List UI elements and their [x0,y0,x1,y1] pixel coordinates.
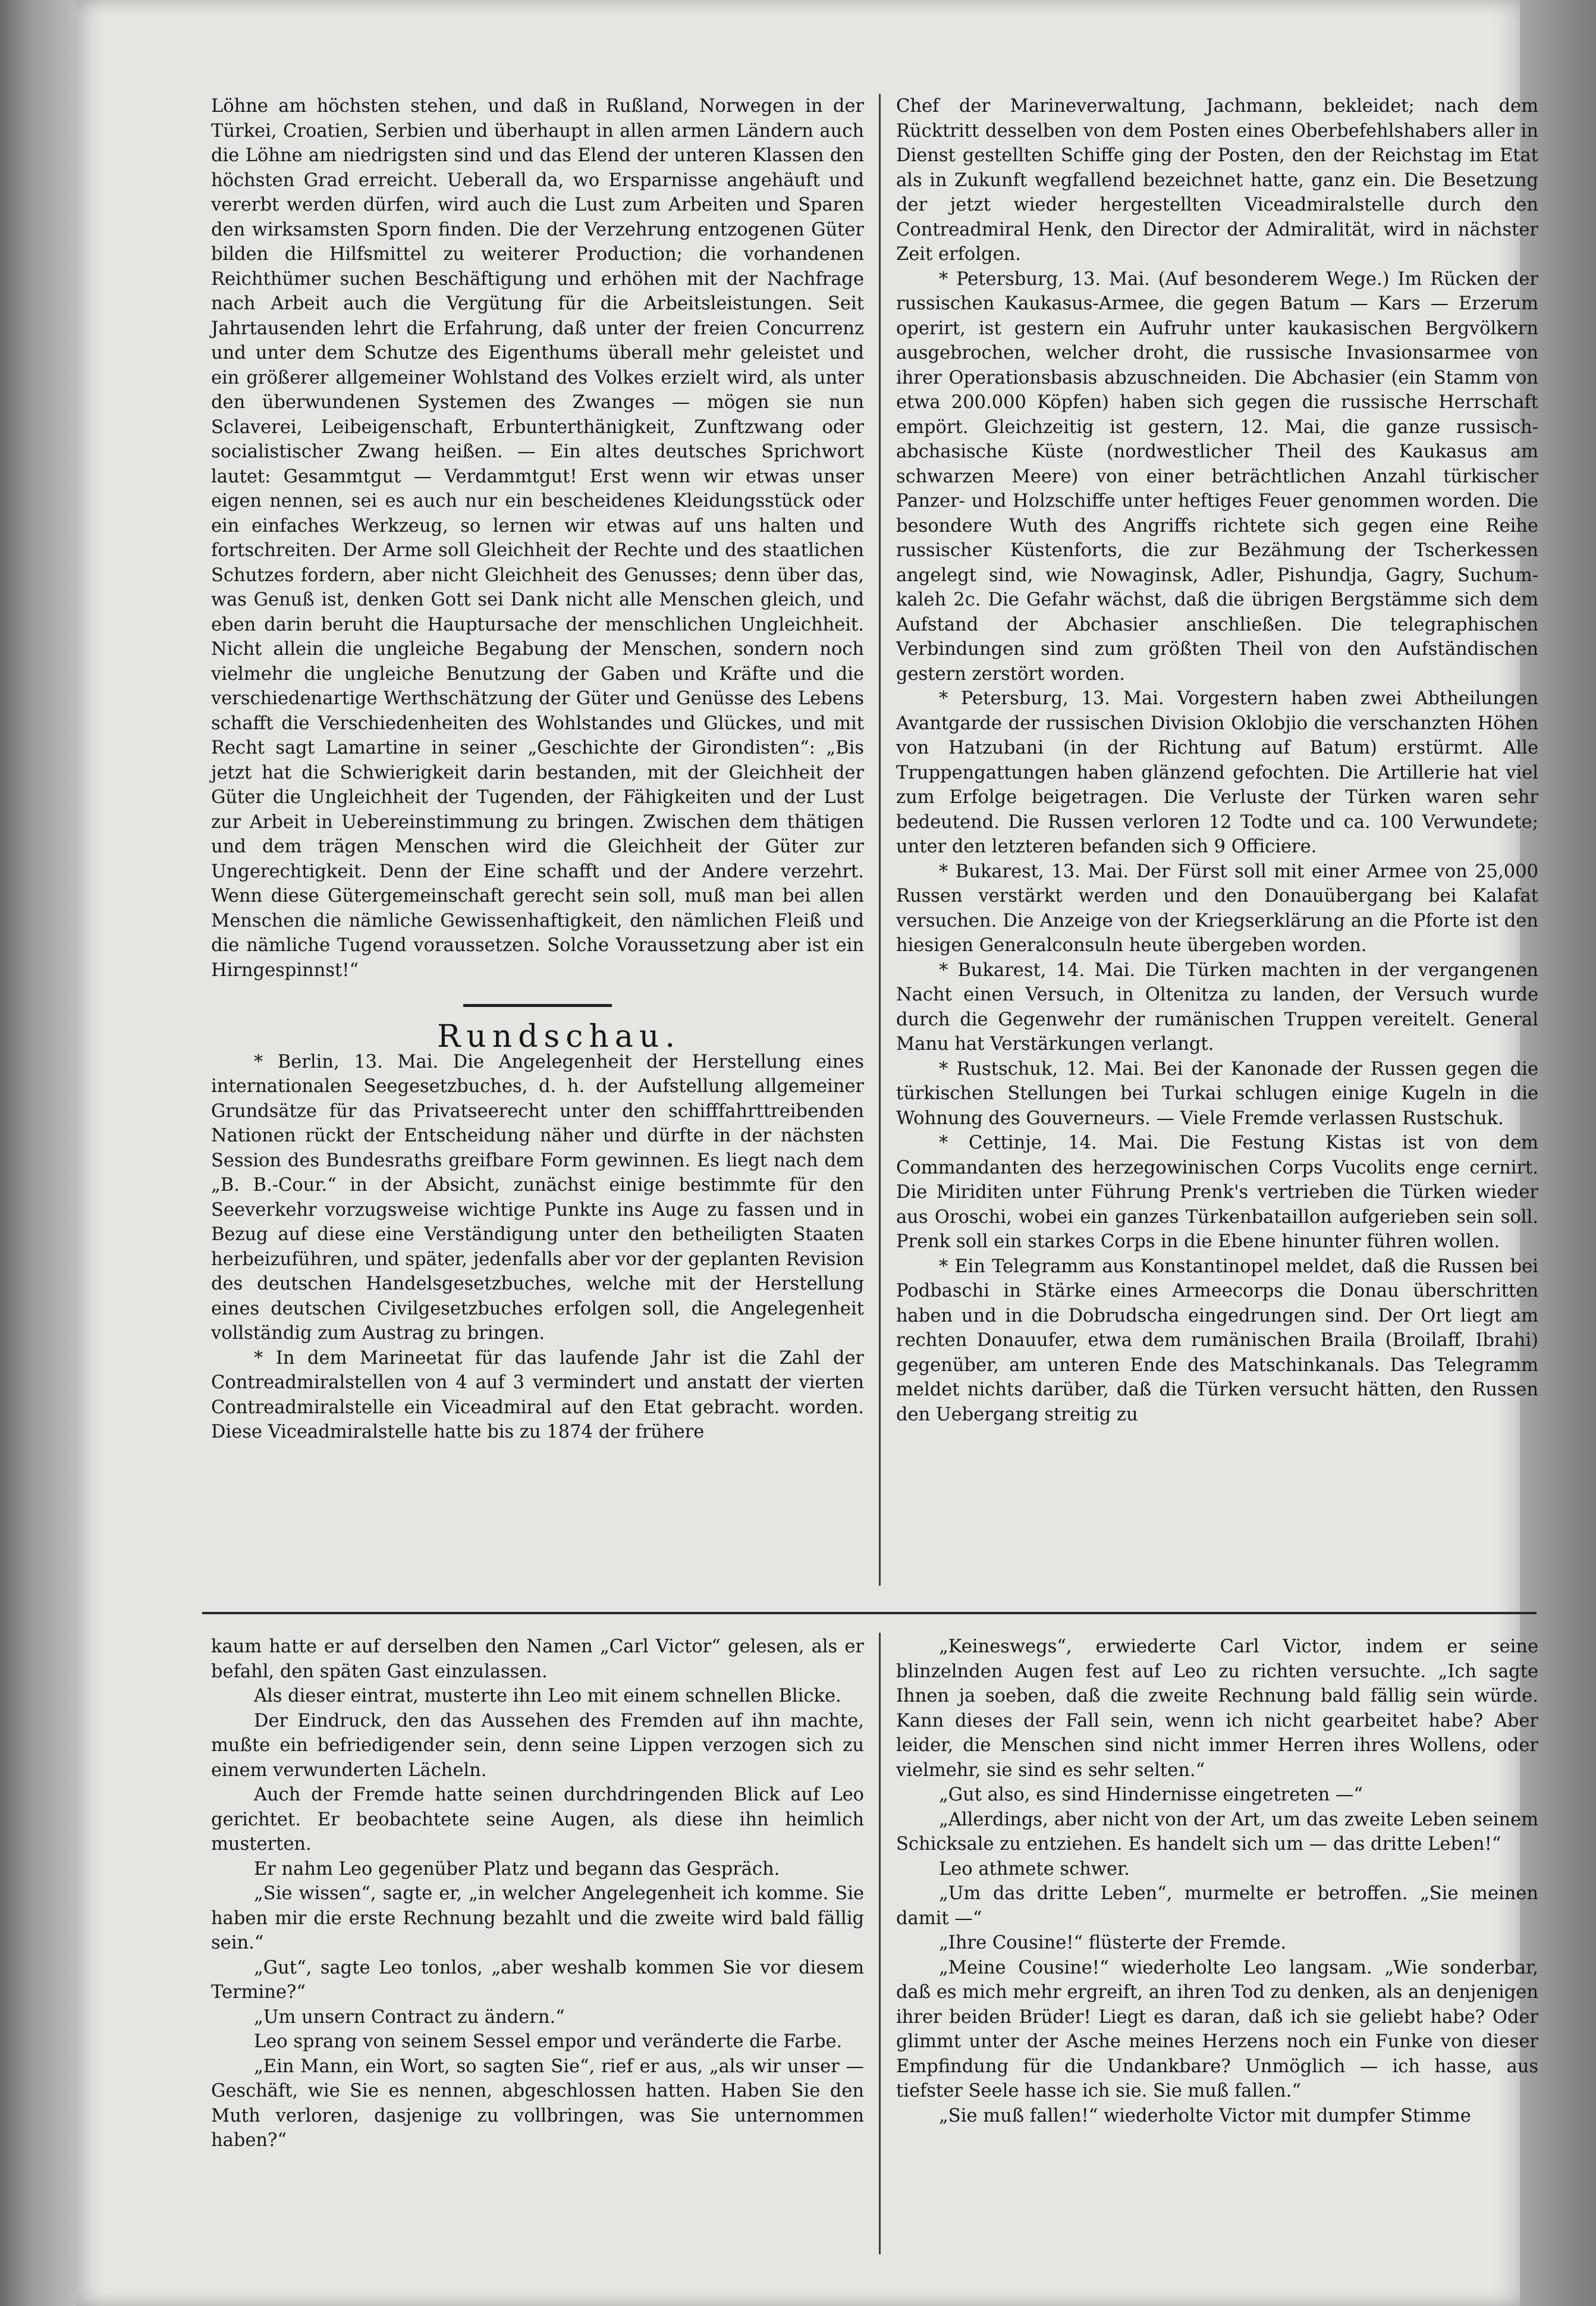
section-divider [463,1004,612,1007]
story-paragraph: „Sie wissen“, sagte er, „in welcher Angelegenheit ich komme. Sie haben mir die erste Rechnung bezahlt und die zweite wird bald fällig sein.“ [211,1883,864,1953]
story-paragraph: „Gut“, sagte Leo tonlos, „aber weshalb kommen Sie vor diesem Termine?“ [211,1957,864,2003]
story-paragraph: kaum hatte er auf derselben den Namen „Carl Victor“ gelesen, als er befahl, den späten Gast einzulassen. [211,1636,864,1682]
news-item-marineetat: * In dem Marineetat für das laufende Jahr ist die Zahl der Contreadmiralstellen von 4 auf 3 vermindert und anstatt der vierten Contreadmiralstelle ein Viceadmiral auf den Etat gebracht. worden. Diese Viceadmiralstelle hatte bis zu 1874 der frühere [211,1347,864,1442]
news-item-petersburg-2: * Petersburg, 13. Mai. Vorgestern haben zwei Abtheilungen Avantgarde der russischen Division Oklobjio die verschanzten Höhen von Hatzubani (in der Richtung auf Batum) erstürmt. Alle Truppengattungen haben glänzend gefochten. Die Artillerie hat viel zum Erfolge beigetragen. Die Verluste der Türken waren sehr bedeutend. Die Russen verloren 12 Todte und ca. 100 Verwundete; unter den letzteren befanden sich 9 Officiere. [896,688,1538,857]
column-divider-top [879,94,881,1586]
story-paragraph: Der Eindruck, den das Aussehen des Fremden auf ihn machte, mußte ein befriedigender sein, denn seine Lippen verzogen sich zu einem verwunderten Lächeln. [211,1710,864,1781]
article-text: Löhne am höchsten stehen, und daß in Rußland, Norwegen in der Türkei, Croatien, Serbien und überhaupt in allen armen Ländern auch die Löhne am niedrigsten sind und das Elend der unteren Klassen den höchsten Grad erreicht. Ueberall da, wo Ersparnisse angehäuft und vererbt werden dürfen, wird auch die Lust zum Arbeiten und Sparen den wirksamsten Sporn finden. Die der Verzehrung entzogenen Güter bilden die Hilfsmittel zu weiterer Production; die vorhandenen Reichthümer suchen Beschäftigung und erhöhen mit der Nachfrage nach Arbeit auch die Vergütung für die Arbeitsleistungen. Seit Jahrtausenden lehrt die Erfahrung, daß unter der freien Concurrenz und unter dem Schutze des Eigenthums überall mehr geleistet und ein größerer allgemeiner Wohlstand des Volkes erzielt wird, als unter den überwundenen Systemen des Zwanges — mögen sie nun Sclaverei, Leibeigenschaft, Erbunterthänigkeit, Zunftzwang oder socialistischer Zwang heißen. — Ein altes deutsches Sprichwort lautet: Gesammtgut — Verdammtgut! Erst wenn wir etwas unser eigen nennen, sei es auch nur ein bescheidenes Kleidungsstück oder ein einfaches Werkzeug, so lernen wir etwas auf uns halten und fortschreiten. Der Arme soll Gleichheit der Rechte und des staatlichen Schutzes fordern, aber nicht Gleichheit des Genusses; denn über das, was Genuß ist, denken Gott sei Dank nicht alle Menschen gleich, und eben darin beruht die Hauptursache der menschlichen Ungleichheit. Nicht allein die ungleiche Begabung der Menschen, sondern noch vielmehr die ungleiche Benutzung der Gaben und Kräfte und die verschiedenartige Werthschätzung der Güter und Genüsse des Lebens schafft die Verschiedenheiten des Wohlstandes und Glückes, und mit Recht sagt Lamartine in seiner „Geschichte der Girondisten“: „Bis jetzt hat die Schwierigkeit darin bestanden, mit der Gleichheit der Güter die Ungleichheit der Tugenden, der Fähigkeiten und der Lust zur Arbeit in Uebereinstimmung zu bringen. Zwischen dem thätigen und dem trägen Menschen wird die Gleichheit der Güter zur Ungerechtigkeit. Denn der Eine schafft und der Andere verzehrt. Wenn diese Gütergemeinschaft gerecht sein soll, muß man bei allen Menschen die nämliche Gewissenhaftigkeit, den nämlichen Fleiß und die nämliche Tugend voraussetzen. Solche Voraussetzung aber ist ein Hirngespinnst!“ [211,96,864,981]
story-paragraph: „Um unsern Contract zu ändern.“ [254,2006,565,2028]
column-divider-bottom [879,1633,881,2254]
news-item-marine-continued: Chef der Marineverwaltung, Jachmann, bekleidet; nach dem Rücktritt desselben von dem Posten eines Oberbefehlshabers aller in Dienst gestellten Schiffe ging der Posten, den der Reichstag im Etat als in Zukunft wegfallend bezeichnet hatte, ganz ein. Die Besetzung der jetzt wieder hergestellten Viceadmiralstelle durch den Contreadmiral Henk, den Director der Admiralität, wird in nächster Zeit erfolgen. [896,96,1538,265]
news-item-rustschuk: * Rustschuk, 12. Mai. Bei der Kanonade der Russen gegen die türkischen Stellungen bei Turkai schlugen einige Kugeln in die Wohnung des Gouverneurs. — Viele Fremde verlassen Rustschuk. [896,1058,1538,1129]
news-item-bukarest-2: * Bukarest, 14. Mai. Die Türken machten in der vergangenen Nacht einen Versuch, in Oltenitza zu landen, der Versuch wurde durch die Gegenwehr der rumänischen Truppen vereitelt. General Manu hat Verstärkungen verlangt. [896,959,1538,1055]
story-paragraph: Auch der Fremde hatte seinen durchdringenden Blick auf Leo gerichtet. Er beobachtete seine Augen, als diese ihn heimlich musterten. [211,1784,864,1855]
story-paragraph: Leo athmete schwer. [939,1858,1130,1880]
story-paragraph: Er nahm Leo gegenüber Platz und begann das Gespräch. [254,1858,780,1880]
news-item-petersburg-1: * Petersburg, 13. Mai. (Auf besonderem Wege.) Im Rücken der russischen Kaukasus-Armee, die gegen Batum — Kars — Erzerum operirt, ist gestern ein Aufruhr unter kaukasischen Bergvölkern ausgebrochen, welcher droht, die russische Invasionsarmee von ihrer Operationsbasis abzuschneiden. Die Abchasier (ein Stamm von etwa 200.000 Köpfen) haben sich gegen die russische Herrschaft empört. Gleichzeitig ist gestern, 12. Mai, die ganze russisch-abchasische Küste (nordwestlicher Theil des Kaukasus am schwarzen Meere) von einer beträchtlichen Anzahl türkischer Panzer- und Holzschiffe unter heftiges Feuer genommen worden. Die besondere Wuth des Angriffs richtete sich gegen eine Reihe russischer Küstenforts, die zur Bezähmung der Tscherkessen angelegt sind, wie Nowaginsk, Adler, Pishundja, Gagry, Suchum-kaleh 2c. Die Gefahr wächst, daß die übrigen Bergstämme sich dem Aufstand der Abchasier anschließen. Die telegraphischen Verbindungen sind zum größten Theil von den Aufständischen gestern zerstört worden. [896,268,1538,685]
story-paragraph: „Gut also, es sind Hindernisse eingetreten —“ [939,1784,1363,1805]
feuilleton-divider [202,1612,1537,1614]
column-upper-right [896,94,1538,1593]
column-lower-left [211,1634,864,2253]
news-item-berlin: * Berlin, 13. Mai. Die Angelegenheit der Herstellung eines internationalen Seegesetzbuches, d. h. der Aufstellung allgemeiner Grundsätze für das Privatseerecht unter den schifffahrttreibenden Nationen rückt der Entscheidung näher und dürfte in der nächsten Session des Bundesraths greifbare Form gewinnen. Es liegt nach dem „B. B.-Cour.“ in der Absicht, zunächst einige bestimmte für den Seeverkehr vorzugsweise wichtige Punkte ins Auge zu fassen und in Bezug auf diese eine Verständigung unter den betheiligten Staaten herbeizuführen, und später, jedenfalls aber vor der geplanten Revision des deutschen Handelsgesetzbuches, welche mit der Herstellung eines deutschen Civilgesetzbuches erfolgen soll, die Angelegenheit vollständig zum Austrag zu bringen. [211,1051,864,1344]
story-paragraph: Als dieser eintrat, musterte ihn Leo mit einem schnellen Blicke. [254,1686,841,1706]
story-paragraph: „Um das dritte Leben“, murmelte er betroffen. „Sie meinen damit —“ [896,1883,1538,1929]
story-paragraph: „Keineswegs“, erwiederte Carl Victor, indem er seine blinzelnden Augen fest auf Leo zu richten versuchte. „Ich sagte Ihnen ja soeben, daß die zweite Rechnung bald fällig sein würde. Kann dieses der Fall sein, wenn ich nicht gearbeitet habe? Aber leider, die Menschen sind nicht immer Herren ihres Wollens, oder vielmehr, sie sind es sehr selten.“ [896,1636,1538,1781]
story-paragraph: „Meine Cousine!“ wiederholte Leo langsam. „Wie sonderbar, daß es mich mehr ergreift, an ihren Tod zu denken, als an denjenigen ihrer beiden Brüder! Liegt es daran, daß ich sie geliebt habe? Oder glimmt unter der Asche meines Herzens noch ein Funke von dieser Empfindung für die Undankbare? Unmöglich — ich hasse, aus tiefster Seele hasse ich sie. Sie muß fallen.“ [896,1957,1538,2101]
news-item-cettinje: * Cettinje, 14. Mai. Die Festung Kistas ist von dem Commandanten des herzegowinischen Corps Vucolits enge cernirt. Die Miriditen unter Führung Prenk's vertrieben die Türken wieder aus Oroschi, wobei ein ganzes Türkenbataillon aufgerieben sein soll. Prenk soll ein starkes Corps in die Ebene hinunter führen wollen. [896,1132,1538,1252]
story-paragraph: Leo sprang von seinem Sessel empor und veränderte die Farbe. [254,2031,843,2052]
story-paragraph: „Ein Mann, ein Wort, so sagten Sie“, rief er aus, „als wir unser — Geschäft, wie Sie es nennen, abgeschlossen hatten. Haben Sie den Muth verloren, dasjenige zu vollbringen, was Sie unternommen haben?“ [211,2056,864,2151]
column-lower-right [896,1634,1538,2253]
story-paragraph: „Sie muß fallen!“ wiederholte Victor mit dumpfer Stimme [939,2105,1471,2126]
book-spine-shadow [0,0,76,2306]
story-paragraph: „Allerdings, aber nicht von der Art, um das zweite Leben seinem Schicksale zu entziehen. Es handelt sich um — das dritte Leben!“ [896,1809,1538,1855]
story-paragraph: „Ihre Cousine!“ flüsterte der Fremde. [939,1932,1287,1953]
news-item-bukarest-1: * Bukarest, 13. Mai. Der Fürst soll mit einer Armee von 25,000 Russen verstärkt werden und den Donauübergang bei Kalafat versuchen. Die Anzeige von der Kriegserklärung an die Pforte ist den hiesigen Generalconsuln heute übergeben worden. [896,861,1538,956]
column-upper-left [211,94,864,1442]
section-heading-rundschau: Rundschau. [437,1019,681,1055]
news-item-konstantinopel: * Ein Telegramm aus Konstantinopel meldet, daß die Russen bei Podbaschi in Stärke eines Armeecorps die Donau überschritten haben und in die Dobrudscha eingedrungen sind. Der Ort liegt am rechten Donauufer, etwa dem rumänischen Braila (Broilaff, Ibrahi) gegenüber, am unteren Ende des Matschinkanals. Das Telegramm meldet nichts darüber, daß die Türken versucht hätten, den Russen den Uebergang streitig zu [896,1256,1538,1425]
